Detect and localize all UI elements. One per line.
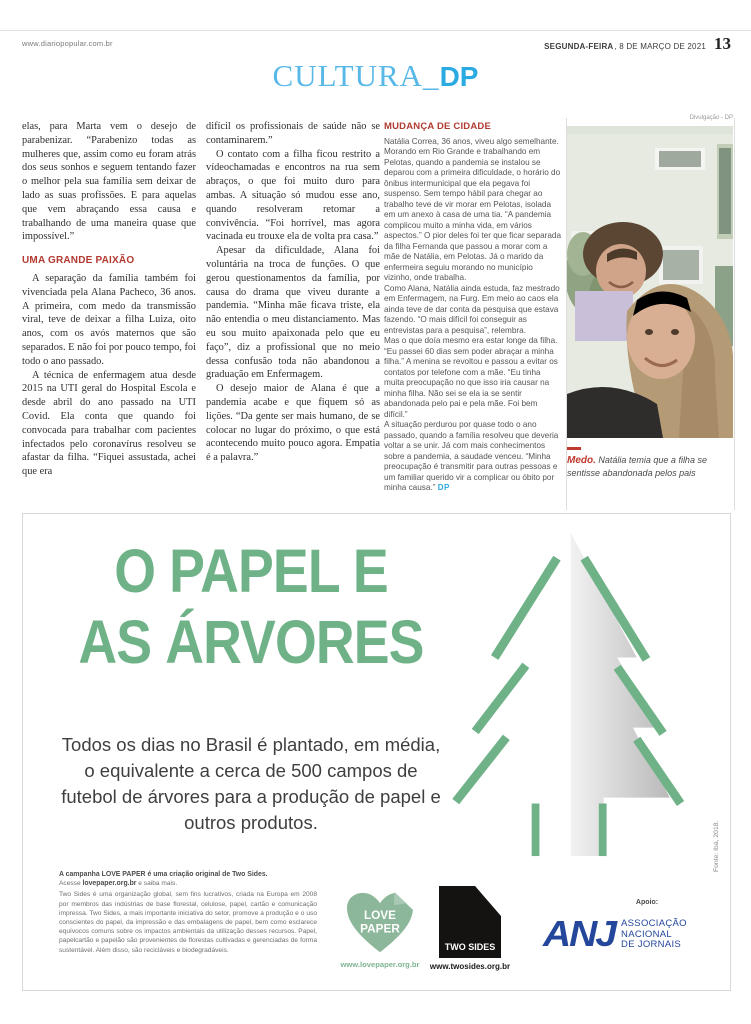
ad-title [57, 536, 444, 678]
love-paper-logo [341, 890, 419, 956]
fineprint-bold: A campanha LOVE PAPER é uma criação original de Two Sides. [59, 871, 268, 878]
column-rule-right [734, 118, 735, 510]
two-sides-logo [439, 886, 501, 958]
date-label: , 8 DE MARÇO DE 2021 [614, 42, 706, 51]
fineprint-body: Two Sides é uma organização global, sem fins lucrativos, criada na Europa em 2008 por membros das indústrias de base florestal, celulose, papel, cartão e comunicação impressa. Two Sides, a mais importante iniciativa do setor, promove a produção e o uso conscientes do papel, da impressão e das embalagens de papel, bem como esclarece equívocos comuns sobre os impactos ambientais da utilização desses recursos. Papel, papelcartão e papelão são provenientes de florestas cultivadas e gerenciadas de forma sustentável. Além disso, são recicláveis e biodegradáveis. [59, 891, 317, 954]
folded-page-icon [439, 886, 501, 958]
caption-text: Natália temia que a filha se sentisse abandonada pelos pais [567, 455, 707, 478]
caption-dash [567, 447, 581, 450]
paragraph: Mas o que doía mesmo era estar longe da filha. “Eu passei 60 dias sem poder abraçar a minha filha.” A menina se revoltou e passou a evitar os contatos por telefone com a mãe. “Eu tinha muita preocupação no que isso iria causar na minha filha. Não sei se ela ia se sentir abandonada pelo pai e pela mãe. Foi bem difícil.” [384, 336, 558, 419]
anj-name-line2: NACIONAL [621, 928, 672, 940]
ad-title-line2: AS ÁRVORES [78, 608, 424, 676]
paragraph: O contato com a filha ficou restrito a vídeochamadas e encontros na rua sem abraços, o que foi muito duro para ambas. A situação só mudou esse ano, quando resolveram retomar a convivência. “Foi horrível, mas agora vacinada eu trouxe ela de volta pra casa.” [206, 148, 380, 243]
article-column-2 [206, 120, 380, 512]
ad-fineprint [59, 870, 317, 955]
photo-illustration [567, 126, 733, 438]
fineprint-saiba: e saiba mais. [136, 880, 178, 888]
photo-caption [567, 454, 729, 479]
fineprint-link[interactable]: lovepaper.org.br [82, 880, 137, 888]
paragraph: A técnica de enfermagem atua desde 2015 na UTI geral do Hospital Escola e desde abril do ano passado na UTI Covid. Ela conta que quando foi convocada para trabalhar com pacientes infectados pelo coronavírus resolveu se afastar da filha. “Fiquei assustada, achei que era [22, 369, 196, 478]
paragraph: Apesar da dificuldade, Alana foi voluntária na troca de funções. O que gerou questionamentos da família, por causa do drama que viveu durante a pandemia. “Minha mãe ficava triste, ela não entendia o meu distanciamento. Mas eu sou muito apaixonada pelo que eu faço”, diz a profissional que no meio dessa confusão toda não abandonou a graduação em Enfermagem. [206, 245, 380, 381]
lovepaper-logo-line2: PAPER [360, 922, 400, 936]
date-line [544, 34, 731, 54]
masthead-url[interactable]: www.diariopopular.com.br [22, 39, 113, 48]
apoio-label: Apoio: [635, 899, 659, 906]
ad-title-line1: O PAPEL E [114, 537, 388, 605]
lovepaper-logo-line1: LOVE [363, 909, 397, 923]
weekday-label: SEGUNDA-FEIRA [544, 42, 614, 51]
paragraph-text: A situação perdurou por quase todo o ano passado, quando a família resolveu que deveria voltar a se unir. Já com mais conhecimentos sobre a pandemia, a saudade venceu. “Minha preocupação é transmitir para outras pessoas e um familiar querido vir a complicar ou óbito por minha causa.” [384, 420, 559, 492]
paragraph: Natália Correa, 36 anos, viveu algo semelhante. Morando em Rio Grande e trabalhando em Pelotas, quando a pandemia se instalou se deparou com a primeira dificuldade, o horário do ônibus intermunicipal que ela pegava foi suspenso. Sem tempo hábil para chegar ao trabalho teve de vir morar em Pelotas, isolada em um anexo à casa de uma tia. “A pandemia complicou muito a minha vida, em vários aspectos.” O pior deles foi ter que ficar separada da filha Fernanda que passou a morar com a mãe de Natália, em Pelotas. Já o marido da enfermeira seguiu morando no município vizinho, onde trabalha. [384, 136, 562, 282]
subheading-uma-grande-paixao: UMA GRANDE PAIXÃO [22, 255, 135, 267]
twosides-logo-text: TWO SIDES [444, 942, 496, 952]
ad-source-note: Fonte: Ibá, 2018. [713, 820, 720, 872]
anj-name-line3: DE JORNAIS [621, 939, 682, 951]
photo-credit: Divulgação - DP [689, 115, 733, 121]
photo-mother-daughter [567, 126, 733, 438]
article-column-3 [384, 122, 562, 514]
paragraph: Como Alana, Natália ainda estuda, faz mestrado em Enfermagem, na Furg. Em meio ao caos ela ainda teve de dar conta da pesquisa que estava fazendo. “O mais difícil foi conseguir as entrevistas para a pesquisa”, relembra. [384, 283, 560, 335]
paragraph: A separação da família também foi vivenciada pela Alana Pacheco, 36 anos. A primeira, com medo da transmissão viral, teve de deixar a filha Luiza, oito anos, com os avós maternos que são separados. E não foi por pouco tempo, foi todo o ano passado. [22, 272, 196, 367]
paragraph [384, 420, 562, 494]
tree-illustration [446, 520, 738, 868]
article-column-1 [22, 120, 196, 512]
paragraph: O desejo maior de Alana é que a pandemia acabe e que fiquem só as lições. “Da gente ser mais humano, de se colocar no lugar do próximo, o que está acontecendo muito pouco agora. Empatia é a palavra.” [206, 383, 380, 464]
paragraph: elas, para Marta vem o desejo de parabenizar. “Parabenizo todas as mulheres que, assim como eu foram atrás dos seus sonhos e seguem tentando fazer o melhor pela sua família sem deixar de lado as suas profissões. E para aquelas que vem abraçando essa causa e trabalhando de uma maneira quase que impossível.” [22, 121, 196, 243]
page-number: 13 [714, 34, 731, 53]
lovepaper-url[interactable]: www.lovepaper.org.br [340, 960, 420, 969]
anj-name [621, 919, 687, 951]
love-paper-ad [22, 513, 731, 991]
dp-logo-text: DP [439, 61, 479, 92]
anj-logo [543, 914, 728, 955]
ad-body-text: Todos os dias no Brasil é plantado, em média, o equivalente a cerca de 500 campos de futebol de árvores para a produção de papel e outros produtos. [61, 734, 441, 833]
paragraph: difícil os profissionais de saúde não se contaminarem.” [206, 121, 380, 146]
heart-icon [341, 890, 419, 956]
tree-graphic [446, 520, 738, 868]
section-title [0, 58, 751, 94]
fineprint-acesse: Acesse [59, 880, 83, 888]
anj-acronym: ANJ [543, 914, 616, 955]
dp-end-mark: DP [437, 483, 450, 492]
anj-name-line1: ASSOCIAÇÃO [621, 918, 687, 930]
subheading-mudanca-de-cidade: MUDANÇA DE CIDADE [384, 122, 492, 132]
section-title-text: CULTURA_ [272, 58, 440, 93]
twosides-url[interactable]: www.twosides.org.br [429, 962, 511, 971]
caption-lead: Medo. [567, 455, 596, 466]
top-rule [0, 30, 751, 31]
